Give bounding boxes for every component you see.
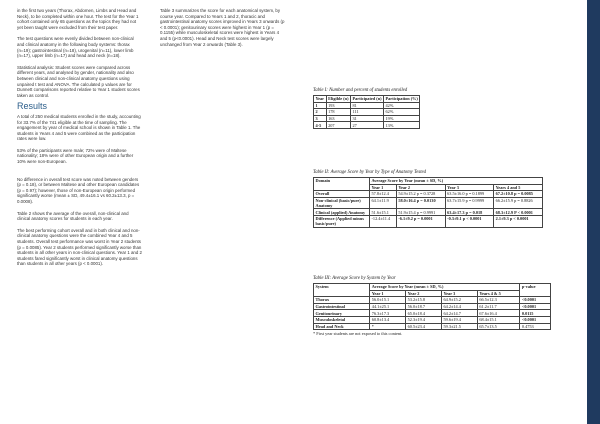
table-header-row — [314, 284, 551, 291]
table-cell: 19% — [384, 115, 420, 122]
table-row — [314, 316, 551, 323]
row-label: Gastrointestinal — [314, 303, 370, 310]
table-cell: 51.6±15.1 — [370, 209, 397, 216]
table-cell: 76.3±17.3 — [370, 310, 406, 317]
table-cell: 51.9±15.4 p = 0.9991 — [396, 209, 445, 216]
table-row — [314, 209, 543, 216]
table-2-block — [313, 170, 543, 228]
column-header: Year 2 — [406, 290, 442, 297]
table-row — [314, 122, 420, 129]
table-3-caption: Table III: Average Score by System by Year — [313, 276, 396, 281]
column-header: Years 4 and 5 — [494, 184, 543, 191]
table-cell: 59.6±19.4 — [442, 316, 478, 323]
table-cell: 64.2±14.7 — [442, 310, 478, 317]
column-group-header: Average Score by Year (mean ± SD, %) — [370, 178, 543, 185]
table-cell: 207 — [326, 122, 350, 129]
table-row — [314, 197, 543, 209]
text-column-2 — [160, 8, 285, 53]
column-header: Years 4 & 5 — [477, 290, 520, 297]
table-row — [314, 310, 551, 317]
column-header: Year 1 — [370, 184, 397, 191]
column-header: Year 3 — [445, 184, 494, 191]
table-cell: <0.0001 — [520, 297, 551, 304]
table-cell: 111 — [351, 109, 384, 116]
table-cell: 62% — [384, 109, 420, 116]
paragraph: Statistical analysis: Student scores were compared across different years, and analysed by gender, nationality and also between clinical and non-clinical anatomy questions using unpaired t test and ANOVA. The calculated p values are for Dunnett comparisons reported relative to Year 1 student scores taken as control. — [17, 64, 140, 98]
table-3 — [313, 283, 551, 330]
table-cell: 52.3±19.4 — [406, 316, 442, 323]
table-1-block — [313, 88, 420, 129]
table-cell: 56.0±18.7 — [406, 303, 442, 310]
table-cell: 67.6±16.4 — [477, 310, 520, 317]
table-cell: 68.3±12.9 P < 0.0001 — [494, 209, 543, 216]
paragraph: A total of 250 medical students enrolled in the study, accounting for 33.7% of the 741 eligible at the time of sampling. The engagement by year of medical school is shown in Table 1. The students in Years 4 and 5 were combined as the participation rates were low. — [17, 113, 141, 142]
table-cell: 13% — [384, 122, 420, 129]
table-cell: 60.8±13.4 — [370, 316, 406, 323]
table-2 — [313, 177, 543, 228]
table-3-block — [313, 276, 551, 336]
row-label: Clinical (applied) Anatomy — [314, 209, 370, 216]
table-cell: 66.2±15.9 p = 0.8826 — [494, 197, 543, 209]
table-row — [314, 323, 551, 330]
table-row — [314, 303, 551, 310]
paragraph: Table 3 summarizes the score for each anatomical system, by course year. Compared to Years 1 and 2, thoracic and gastrointestinal anatomy scores improved in Years 3 onwards (p < 0.0001); genitourinary scores were highest in Year 1 (p = 0.1155) while musculoskeletal scores were highest in Years 4 and 5 (p<0.0001). Head and Neck test scores were largely unchanged from Year 2 onwards (Table 3). — [160, 8, 285, 47]
text-column-1 — [17, 8, 142, 273]
paragraph: 53% of the participants were male; 72% were of Maltese nationality; 18% were of other European origin and a further 10% were non-European. — [17, 147, 134, 165]
table-row — [314, 102, 420, 109]
table-header-row — [314, 178, 543, 185]
column-header: Year — [315, 96, 325, 102]
table-cell: 2 — [314, 109, 327, 116]
paragraph: No difference in overall test score was noted between genders (p = 0.18), or between Maltese and other European candidates (p = 0.97); however, those of non-European origin performed significantly worse (mean ± SD, 49.4±16.1 vs 60.2±13.3, p = 0.0008). — [17, 176, 140, 205]
paragraph: The best performing cohort overall and in both clinical and non-clinical anatomy questions were the combined Year 4 and 5 students. Overall test performance was worst in Year 2 students (p = 0.0085). Year 2 students performed significantly worse than students in all other years in non-clinical questions. Year 1 and 2 students fared significantly worst in clinical anatomy questions than students in all other years (p < 0.0001). — [17, 227, 142, 267]
table-cell: 178 — [326, 109, 350, 116]
table-cell: 63.4±17.3 p = 0.018 — [445, 209, 494, 216]
column-group-header: Average Score by Year (mean ± SD, %) — [370, 284, 520, 291]
row-label: Non-clinical (basic/pure) Anatomy — [314, 197, 370, 209]
table-cell: 0.4753 — [520, 323, 551, 330]
table-cell: 0.0115 — [520, 310, 551, 317]
table-cell: 53.2±15.8 — [406, 297, 442, 304]
table-cell: 31 — [351, 115, 384, 122]
table-cell: 1 — [314, 102, 327, 109]
row-label: Overall — [314, 191, 370, 198]
table-cell: 59.3±21.5 — [442, 323, 478, 330]
table-cell: 81 — [351, 102, 384, 109]
table-cell: 58.0±16.4 p = 0.0130 — [396, 197, 445, 209]
table-cell: -12.4±11.4 — [370, 215, 397, 227]
paragraph: The test questions were evenly divided between non-clinical and clinical anatomy in the following body systems: thorax (n=19); gastrointestinal (n=18), urogenital (n=11), lower limb (n=17), upper limb (n=17) and head and neck (n=18). — [17, 36, 134, 59]
table-cell: 63.5±16.0 p = 0.1899 — [445, 191, 494, 198]
column-header: Participation (%) — [385, 96, 418, 102]
paragraph: Table 2 shows the average of the overall, non-clinical and clinical anatomy scores for students in each year. — [17, 210, 129, 222]
table-cell: 163 — [326, 115, 350, 122]
section-heading-results: Results — [17, 101, 48, 112]
table-row — [314, 191, 543, 198]
table-cell: <0.0001 — [520, 303, 551, 310]
table-2-caption: Table II: Average Score by Year by Type of Anatomy Tested — [313, 170, 427, 175]
table-cell: 63.7±15.9 p = 0.9999 — [445, 197, 494, 209]
column-header: Participated (n) — [352, 96, 382, 102]
table-3-footnote: * First year students are not exposed to this content. — [313, 331, 403, 337]
column-header: System — [314, 284, 370, 297]
row-label: Thorax — [314, 297, 370, 304]
table-row — [314, 115, 420, 122]
table-cell: 64.9±15.2 — [442, 297, 478, 304]
table-cell: 193 — [326, 102, 350, 109]
column-header: Year 2 — [396, 184, 445, 191]
table-cell: -0.3±9.1 p < 0.0001 — [445, 215, 494, 227]
row-label: Head and Neck — [314, 323, 370, 330]
table-cell: 3 — [314, 115, 327, 122]
table-row — [314, 109, 420, 116]
table-cell: 65.0±18.4 — [406, 310, 442, 317]
table-cell: 54.9±15.2 p = 0.3728 — [396, 191, 445, 198]
table-cell: * — [370, 323, 406, 330]
table-cell: 56.0±15.1 — [370, 297, 406, 304]
table-cell: 42% — [384, 102, 420, 109]
table-row — [314, 215, 543, 227]
table-1-caption: Table I: Number and percent of students enrolled — [313, 88, 408, 93]
table-cell: 57.8±12.4 — [370, 191, 397, 198]
table-1 — [313, 95, 420, 129]
column-header: p-value — [520, 284, 551, 297]
table-cell: 65.7±13.5 — [477, 323, 520, 330]
table-cell: 2.1±9.3 p < 0.0001 — [494, 215, 543, 227]
table-cell: 67.2±10.8 p = 0.0085 — [494, 191, 543, 198]
table-cell: 44.1±25.1 — [370, 303, 406, 310]
table-cell: 61.2±11.7 — [477, 303, 520, 310]
table-cell: 66.5±12.3 — [477, 297, 520, 304]
column-header: Domain — [314, 178, 370, 191]
table-cell: <0.0001 — [520, 316, 551, 323]
column-header: Year 3 — [442, 290, 478, 297]
right-edge-stripe — [587, 0, 600, 424]
paragraph: in the first two years (Thorax, Abdomen, Limbs and Head and Neck), to be completed within one hour. The test for the Year 1 cohort contained only 65 questions as the topics they had not yet been taught were excluded from their test paper. — [17, 8, 139, 30]
table-cell: -6.1±9.2 p = 0.0001 — [396, 215, 445, 227]
row-label: Difference (Applied minus basic/pure) — [314, 215, 370, 227]
column-header: Eligible (n) — [328, 96, 349, 102]
table-cell: 64.1±11.9 — [370, 197, 397, 209]
table-cell: 27 — [351, 122, 384, 129]
table-cell: 64.2±14.4 — [442, 303, 478, 310]
row-label: Musculoskeletal — [314, 316, 370, 323]
table-cell: 60.5±23.4 — [406, 323, 442, 330]
table-cell: 4-5 — [314, 122, 327, 129]
table-cell: 68.4±15.1 — [477, 316, 520, 323]
table-row — [314, 297, 551, 304]
table-header-row — [314, 96, 420, 103]
row-label: Genitourinary — [314, 310, 370, 317]
column-header: Year 1 — [370, 290, 406, 297]
